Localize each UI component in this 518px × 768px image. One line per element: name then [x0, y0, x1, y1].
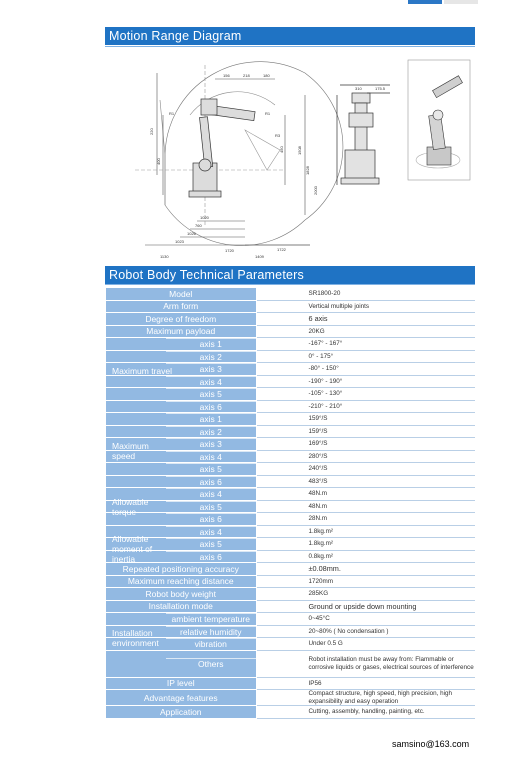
spec-value: 0~45°C: [256, 613, 475, 626]
spec-sublabel: axis 3: [166, 438, 256, 449]
spec-value: 48N.m: [256, 488, 475, 501]
dim-label: 1722: [277, 247, 286, 252]
spec-group-label: Installation environment: [112, 628, 159, 648]
spec-row-repeat: [106, 563, 475, 576]
spec-row-speed: [106, 463, 475, 476]
spec-sublabel: ambient temperature: [166, 613, 256, 624]
motion-range-header: Motion Range Diagram: [105, 27, 475, 45]
spec-label: IP level: [106, 677, 256, 690]
spec-sublabel: axis 6: [166, 513, 256, 524]
dim-label: 760: [195, 223, 202, 228]
spec-group-label: Maximum travel: [112, 365, 172, 376]
spec-axis-cell: [106, 425, 256, 438]
spec-value: 1.8kg.m²: [256, 525, 475, 538]
spec-value: 483°/S: [256, 475, 475, 488]
spec-sublabel: axis 5: [166, 538, 256, 549]
spec-sublabel: axis 4: [166, 488, 256, 499]
spec-sublabel: relative humidity: [166, 626, 256, 637]
spec-sublabel: axis 5: [166, 501, 256, 512]
spec-row-speed: [106, 475, 475, 488]
spec-axis-cell: [106, 400, 256, 413]
spec-label: Maximum reaching distance: [106, 575, 256, 588]
spec-row-travel: [106, 350, 475, 363]
top-mark-blue: [408, 0, 442, 4]
spec-row-install-mode: [106, 600, 475, 613]
spec-value: SR1800-20: [256, 288, 475, 300]
spec-value: Compact structure, high speed, high precision, high expansibility and easy operation: [256, 690, 475, 706]
spec-sublabel: axis 6: [166, 551, 256, 562]
dim-label: 220: [149, 128, 154, 135]
spec-value: 169°/S: [256, 438, 475, 451]
spec-sublabel: axis 3: [166, 363, 256, 374]
spec-row-speed: [106, 413, 475, 426]
contact-email: samsino@163.com: [392, 739, 470, 749]
spec-value: ±0.08mm.: [256, 563, 475, 576]
spec-value: -105° - 130°: [256, 388, 475, 401]
dim-label: 310: [355, 86, 362, 91]
spec-row-environment: [106, 650, 475, 677]
spec-axis-cell: [106, 388, 256, 401]
spec-label: Repeated positioning accuracy: [106, 563, 256, 576]
spec-value: 28N.m: [256, 513, 475, 526]
spec-row-arm-form: [106, 300, 475, 313]
dim-label: 180: [263, 73, 270, 78]
spec-label: Arm form: [106, 300, 256, 313]
spec-value: IP56: [256, 677, 475, 690]
spec-value: 0° - 175°: [256, 350, 475, 363]
spec-row-application: [106, 706, 475, 719]
spec-value: 240°/S: [256, 463, 475, 476]
dim-label: 218: [243, 73, 250, 78]
spec-value: -167° - 167°: [256, 338, 475, 351]
dim-label: 1130: [160, 254, 169, 259]
spec-sublabel: axis 1: [166, 413, 256, 424]
spec-value: 285KG: [256, 588, 475, 601]
spec-value: 1.8kg.m²: [256, 538, 475, 551]
spec-group-label: Allowable torque: [112, 496, 149, 517]
dim-label: 1023: [175, 239, 184, 244]
spec-value: 6 axis: [256, 313, 475, 326]
spec-label: Maximum payload: [106, 325, 256, 338]
spec-axis-cell: [106, 463, 256, 476]
spec-label: Robot body weight: [106, 588, 256, 601]
parameters-header: Robot Body Technical Parameters: [105, 266, 475, 284]
spec-value: Under 0.5 G: [256, 638, 475, 651]
spec-table: [106, 288, 475, 719]
spec-row-inertia: [106, 525, 475, 538]
spec-row-travel: [106, 388, 475, 401]
top-mark-grey: [444, 0, 478, 4]
dim-label: 1828: [305, 166, 310, 175]
spec-sublabel: axis 5: [166, 463, 256, 474]
spec-row-weight: [106, 588, 475, 601]
spec-sublabel: axis 2: [166, 426, 256, 437]
spec-row-travel: [106, 375, 475, 388]
dim-label: 1720: [225, 248, 234, 253]
spec-label: Application: [106, 706, 256, 719]
spec-value: Ground or upside down mounting: [256, 600, 475, 613]
spec-value: 280°/S: [256, 450, 475, 463]
header-rule: [105, 284, 475, 285]
dim-label: R3: [275, 133, 281, 138]
spec-value: 159°/S: [256, 425, 475, 438]
dim-label: 1020: [200, 215, 209, 220]
spec-value: 159°/S: [256, 413, 475, 426]
dim-label: 450: [279, 146, 284, 153]
spec-value: 48N.m: [256, 500, 475, 513]
dim-label: 156: [223, 73, 230, 78]
spec-row-dof: [106, 313, 475, 326]
spec-row-travel: [106, 400, 475, 413]
spec-sublabel: axis 6: [166, 476, 256, 487]
spec-group-label: Allowable moment of inertia: [112, 534, 153, 565]
spec-row-model: [106, 288, 475, 300]
spec-value: 0.8kg.m²: [256, 550, 475, 563]
spec-value: Robot installation must be away from: Flammable or corrosive liquids or gases, electrical sources of interference: [256, 650, 475, 677]
motion-range-diagram: [105, 55, 475, 260]
spec-row-speed: [106, 425, 475, 438]
spec-sublabel: axis 5: [166, 388, 256, 399]
spec-row-travel: [106, 338, 475, 351]
spec-sublabel: axis 4: [166, 376, 256, 387]
header-rule: [105, 46, 475, 47]
spec-label: Model: [106, 288, 256, 300]
spec-row-environment: [106, 613, 475, 626]
spec-axis-cell: [106, 475, 256, 488]
spec-sublabel: axis 6: [166, 401, 256, 412]
spec-label: Degree of freedom: [106, 313, 256, 326]
dim-label: 400: [156, 158, 161, 165]
dim-label: R1: [169, 111, 175, 116]
spec-group-label: Maximum speed: [112, 440, 149, 461]
spec-value: Cutting, assembly, handling, painting, etc.: [256, 706, 475, 719]
dim-label: 2000: [313, 186, 318, 195]
spec-row-ip: [106, 677, 475, 690]
spec-value: 1720mm: [256, 575, 475, 588]
spec-sublabel: axis 1: [166, 338, 256, 349]
spec-value: -80° - 150°: [256, 363, 475, 376]
spec-sublabel: vibration: [166, 638, 256, 649]
spec-value: Vertical multiple joints: [256, 300, 475, 313]
spec-row-torque: [106, 488, 475, 501]
spec-sublabel: axis 4: [166, 451, 256, 462]
spec-value: -190° - 190°: [256, 375, 475, 388]
dim-label: 1508: [297, 146, 302, 155]
dim-label: 1409: [255, 254, 264, 259]
dim-label: 1026: [187, 231, 196, 236]
spec-axis-cell: [106, 350, 256, 363]
spec-value: -210° - 210°: [256, 400, 475, 413]
spec-row-payload: [106, 325, 475, 338]
spec-axis-cell: [106, 650, 256, 677]
spec-value: 20KG: [256, 325, 475, 338]
spec-sublabel: Others: [166, 658, 256, 669]
spec-label: Installation mode: [106, 600, 256, 613]
spec-sublabel: axis 4: [166, 526, 256, 537]
spec-sublabel: axis 2: [166, 351, 256, 362]
dim-label: 175.5: [375, 86, 386, 91]
spec-row-advantage: [106, 690, 475, 706]
spec-label: Advantage features: [106, 690, 256, 706]
spec-value: 20~80% ( No condensation ): [256, 625, 475, 638]
spec-axis-cell: [106, 375, 256, 388]
dim-label: R1: [265, 111, 271, 116]
spec-row-reach: [106, 575, 475, 588]
